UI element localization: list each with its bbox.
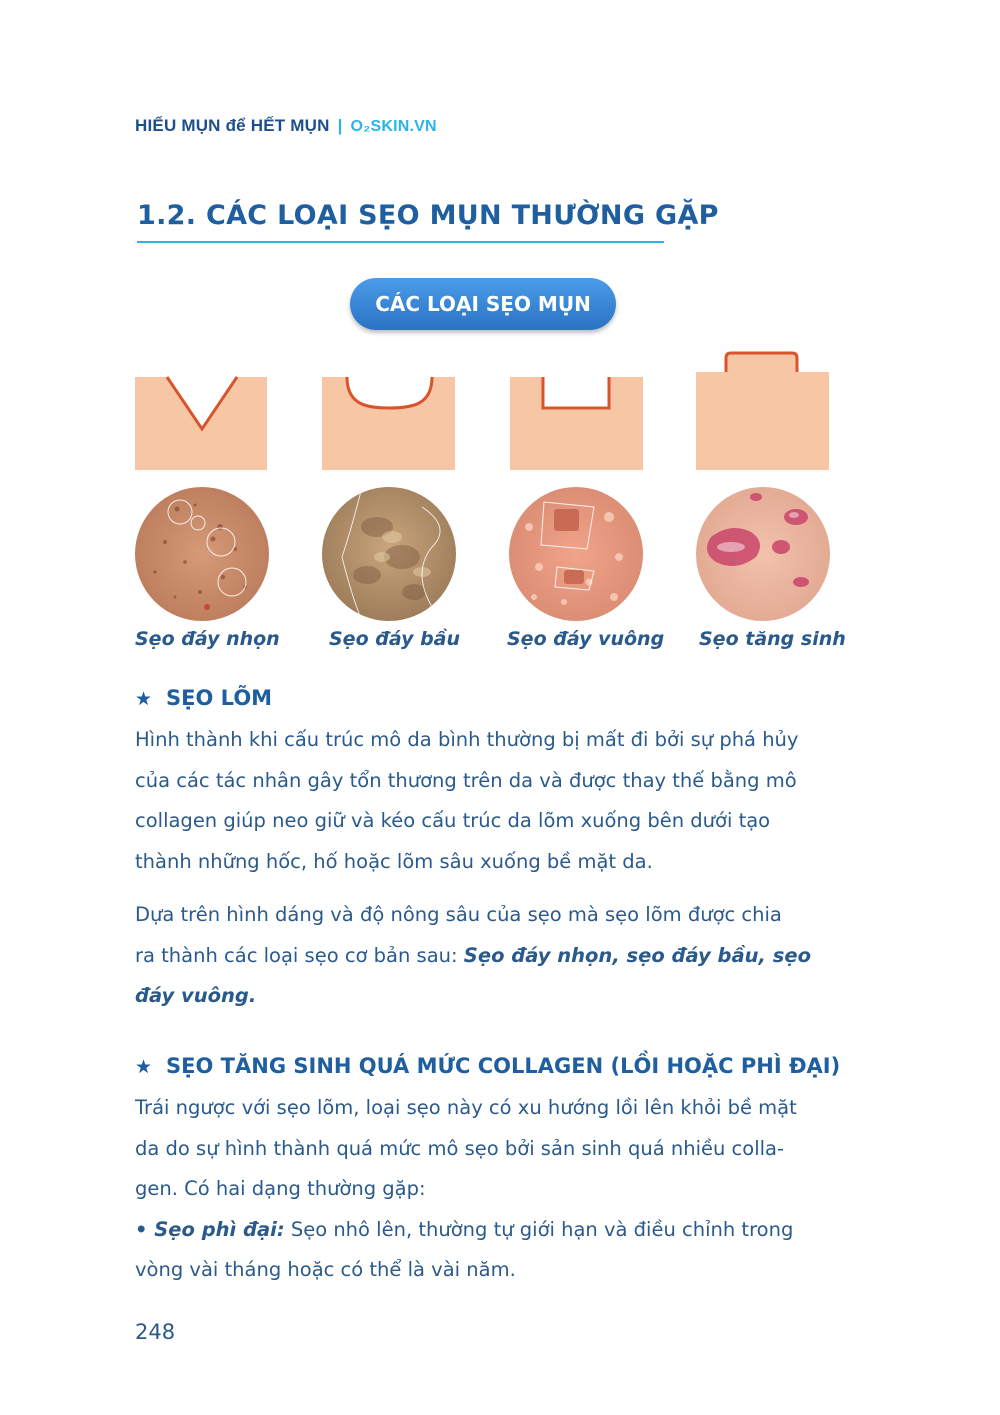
paragraph-hypertrophic	[135, 1088, 855, 1291]
text-line: Dựa trên hình dáng và độ nông sâu của sẹo mà sẹo lõm được chia	[135, 903, 782, 926]
emphasis-text: đáy vuông.	[135, 984, 257, 1007]
bullet-text: Sẹo nhô lên, thường tự giới hạn và điều chỉnh trong	[284, 1217, 794, 1241]
star-icon: ★	[135, 688, 153, 710]
site-name: O₂SKIN.VN	[350, 118, 437, 135]
title-underline	[137, 241, 664, 243]
scar-types-badge: CÁC LOẠI SẸO MỤN	[350, 278, 616, 330]
caption-ice-pick: Sẹo đáy nhọn	[135, 628, 280, 650]
caption-rolling: Sẹo đáy bầu	[329, 628, 461, 650]
subheading-hypertrophic	[135, 1054, 840, 1078]
rolling-scar-photo	[322, 487, 456, 621]
ice-pick-scar-photo	[135, 487, 269, 621]
caption-hypertrophic: Sẹo tăng sinh	[699, 628, 846, 650]
boxcar-scar-photo	[509, 487, 643, 621]
running-header	[135, 116, 437, 136]
subheading-text: SẸO TĂNG SINH QUÁ MỨC COLLAGEN (LỒI HOẶC PHÌ ĐẠI)	[166, 1054, 841, 1078]
text-line: collagen giúp neo giữ và kéo cấu trúc da lõm xuống bên dưới tạo	[135, 809, 771, 832]
raised-shape-icon	[696, 350, 831, 475]
box-shape-icon	[510, 350, 645, 475]
subheading-atrophic	[135, 686, 272, 710]
emphasis-text: Sẹo đáy nhọn, sẹo đáy bầu, sẹo	[463, 943, 811, 967]
paragraph-atrophic-definition	[135, 720, 855, 882]
v-shape-icon	[135, 350, 270, 475]
bullet-label: • Sẹo phì đại:	[135, 1217, 285, 1241]
text-line: gen. Có hai dạng thường gặp:	[135, 1177, 426, 1200]
hypertrophic-scar-photo	[696, 487, 830, 621]
book-title: HIỂU MỤN để HẾT MỤN	[135, 116, 330, 135]
page-number: 248	[135, 1320, 176, 1344]
subheading-text: SẸO LÕM	[166, 686, 273, 710]
text-span: ra thành các loại sẹo cơ bản sau:	[135, 943, 464, 967]
text-line: Trái ngược với sẹo lõm, loại sẹo này có xu hướng lồi lên khỏi bề mặt	[135, 1096, 797, 1119]
star-icon: ★	[135, 1056, 153, 1078]
section-title: 1.2. CÁC LOẠI SẸO MỤN THƯỜNG GẶP	[137, 200, 719, 231]
text-line: thành những hốc, hố hoặc lõm sâu xuống bề mặt da.	[135, 849, 653, 873]
text-line	[135, 976, 855, 1017]
paragraph-atrophic-types	[135, 895, 855, 1017]
text-line: Hình thành khi cấu trúc mô da bình thường bị mất đi bởi sự phá hủy	[135, 728, 799, 751]
text-line: vòng vài tháng hoặc có thể là vài năm.	[135, 1258, 516, 1281]
text-line	[135, 936, 855, 977]
u-shape-icon	[322, 350, 457, 475]
header-separator: |	[337, 116, 343, 135]
text-line: của các tác nhân gây tổn thương trên da và được thay thế bằng mô	[135, 768, 797, 792]
text-line: da do sự hình thành quá mức mô sẹo bởi sản sinh quá nhiều colla-	[135, 1136, 785, 1160]
bullet-line	[135, 1210, 855, 1251]
caption-boxcar: Sẹo đáy vuông	[507, 628, 665, 650]
